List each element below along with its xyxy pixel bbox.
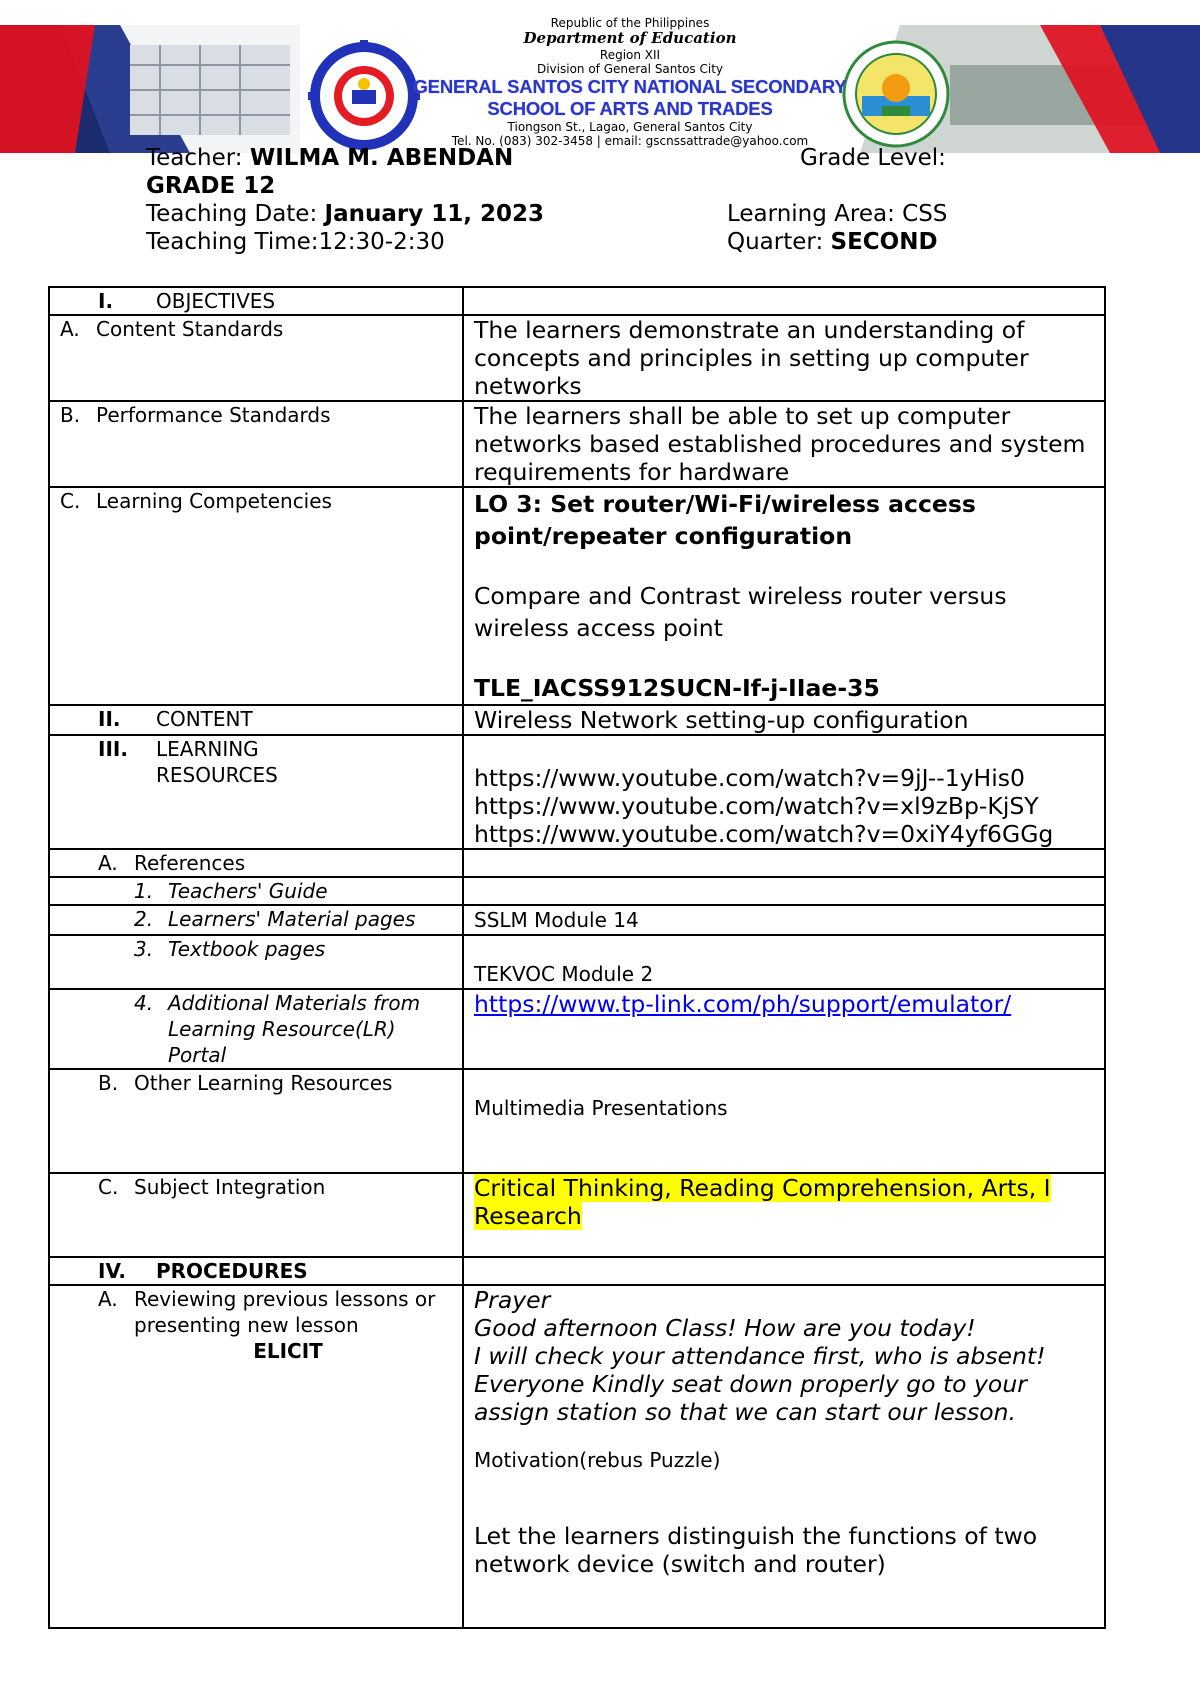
- textbook-num: 3.: [134, 937, 154, 961]
- teachers-guide-num: 1.: [134, 879, 154, 903]
- competency-compare: Compare and Contrast wireless router versus wireless access point: [474, 582, 1007, 642]
- elicit-label: ELICIT: [253, 1339, 323, 1363]
- additional-label: Additional Materials from Learning Resource(LR) Portal: [168, 991, 421, 1067]
- subject-integration-label: Subject Integration: [134, 1175, 326, 1199]
- row-teachers-guide: [49, 877, 1105, 905]
- letterhead-line-deped: Department of Education: [523, 29, 737, 48]
- row-content-standards: [49, 315, 1105, 401]
- additional-num: 4.: [134, 991, 154, 1015]
- distinguish-text: Let the learners distinguish the functions of two network device (switch and router): [474, 1522, 1038, 1578]
- textbook-value: TEKVOC Module 2: [474, 962, 654, 986]
- competency-code: TLE_IACSS912SUCN-If-j-IIae-35: [474, 674, 880, 702]
- learning-competencies-label: Learning Competencies: [96, 489, 332, 513]
- learning-resources-num: III.: [98, 737, 128, 761]
- content-label: CONTENT: [156, 707, 253, 731]
- row-subject-integration: [49, 1173, 1105, 1257]
- attendance-text: I will check your attendance first, who is absent!: [474, 1342, 1046, 1370]
- row-content: [49, 705, 1105, 735]
- learning-outcome: LO 3: Set router/Wi-Fi/wireless access point/repeater configuration: [474, 490, 976, 550]
- row-reviewing: [49, 1285, 1105, 1628]
- subject-integration-num: C.: [98, 1175, 119, 1199]
- greeting-text: Good afternoon Class! How are you today!: [474, 1314, 976, 1342]
- row-learning-competencies: [49, 487, 1105, 705]
- content-standards-value: The learners demonstrate an understanding of concepts and principles in setting up computer networks: [463, 315, 1105, 401]
- performance-standards-value: The learners shall be able to set up computer networks based established procedures and system requirements for hardware: [463, 401, 1105, 487]
- seat-text: Everyone Kindly seat down properly go to your assign station so that we can start our lesson.: [474, 1370, 1027, 1426]
- letterhead-text: [390, 16, 870, 148]
- quarter-label: Quarter:: [727, 229, 831, 255]
- row-objectives: [49, 287, 1105, 315]
- teacher-line: [146, 144, 513, 172]
- tp-link-emulator-link[interactable]: https://www.tp-link.com/ph/support/emulator/: [474, 990, 1012, 1018]
- learning-competencies-num: C.: [60, 489, 81, 513]
- reviewing-label: Reviewing previous lessons or presenting new lesson: [134, 1287, 436, 1337]
- objectives-label: OBJECTIVES: [156, 289, 276, 313]
- youtube-link-2[interactable]: https://www.youtube.com/watch?v=xl9zBp-KjSY: [474, 792, 1039, 820]
- row-learning-resources: [49, 735, 1105, 849]
- teaching-time: Teaching Time:12:30-2:30: [146, 229, 445, 255]
- content-standards-label: Content Standards: [96, 317, 284, 341]
- row-other-resources: [49, 1069, 1105, 1173]
- row-references: [49, 849, 1105, 877]
- other-resources-value: Multimedia Presentations: [474, 1096, 728, 1120]
- school-contact: Tel. No. (083) 302-3458 | email: gscnssattrade@yahoo.com: [451, 133, 809, 148]
- teacher-name: WILMA M. ABENDAN: [249, 145, 514, 171]
- performance-standards-label: Performance Standards: [96, 403, 331, 427]
- performance-standards-num: B.: [60, 403, 81, 427]
- row-textbook: [49, 935, 1105, 989]
- quarter-line: [727, 228, 938, 256]
- letterhead: [0, 0, 1200, 150]
- lesson-plan-table: [48, 286, 1106, 1629]
- row-performance-standards: [49, 401, 1105, 487]
- school-address: Tiongson St., Lagao, General Santos City: [507, 119, 753, 134]
- row-learners-material: [49, 905, 1105, 935]
- content-value: Wireless Network setting-up configuration: [463, 705, 1105, 735]
- objectives-num: I.: [98, 289, 114, 313]
- date-value: January 11, 2023: [324, 201, 544, 227]
- row-procedures: [49, 1257, 1105, 1285]
- school-name-line2: SCHOOL OF ARTS AND TRADES: [487, 97, 773, 119]
- letterhead-line-republic: Republic of the Philippines: [550, 16, 710, 30]
- learners-material-value: SSLM Module 14: [463, 905, 1105, 935]
- motivation-text: Motivation(rebus Puzzle): [474, 1448, 721, 1472]
- youtube-link-3[interactable]: https://www.youtube.com/watch?v=0xiY4yf6GGg: [474, 820, 1054, 848]
- learners-material-label: Learners' Material pages: [168, 907, 416, 931]
- teachers-guide-label: Teachers' Guide: [168, 879, 328, 903]
- prayer-text: Prayer: [474, 1286, 551, 1314]
- content-num: II.: [98, 707, 121, 731]
- learning-resources-label-2: RESOURCES: [156, 763, 278, 787]
- row-additional-materials: [49, 989, 1105, 1069]
- grade-value: GRADE 12: [146, 173, 276, 199]
- youtube-link-1[interactable]: https://www.youtube.com/watch?v=9jJ--1yHis0: [474, 764, 1025, 792]
- learners-material-num: 2.: [134, 907, 154, 931]
- teacher-label: Teacher:: [146, 145, 250, 171]
- learning-resources-label-1: LEARNING: [156, 737, 259, 761]
- learning-area: Learning Area: CSS: [727, 201, 948, 227]
- reviewing-num: A.: [98, 1287, 118, 1311]
- textbook-label: Textbook pages: [168, 937, 326, 961]
- references-num: A.: [98, 851, 118, 875]
- other-resources-num: B.: [98, 1071, 119, 1095]
- letterhead-line-division: Division of General Santos City: [536, 62, 724, 76]
- date-label: Teaching Date:: [146, 201, 325, 227]
- quarter-value: SECOND: [830, 229, 938, 255]
- grade-level-label: Grade Level:: [800, 145, 946, 171]
- procedures-num: IV.: [98, 1259, 126, 1283]
- other-resources-label: Other Learning Resources: [134, 1071, 393, 1095]
- section-objectives: [50, 288, 462, 314]
- content-standards-num: A.: [60, 317, 80, 341]
- references-label: References: [134, 851, 246, 875]
- teaching-date-line: [146, 200, 544, 228]
- letterhead-line-region: Region XII: [599, 47, 661, 62]
- school-name-line1: GENERAL SANTOS CITY NATIONAL SECONDARY: [413, 76, 847, 98]
- subject-integration-value: Critical Thinking, Reading Comprehension, Arts, I Research: [474, 1174, 1051, 1230]
- procedures-label: PROCEDURES: [156, 1259, 308, 1283]
